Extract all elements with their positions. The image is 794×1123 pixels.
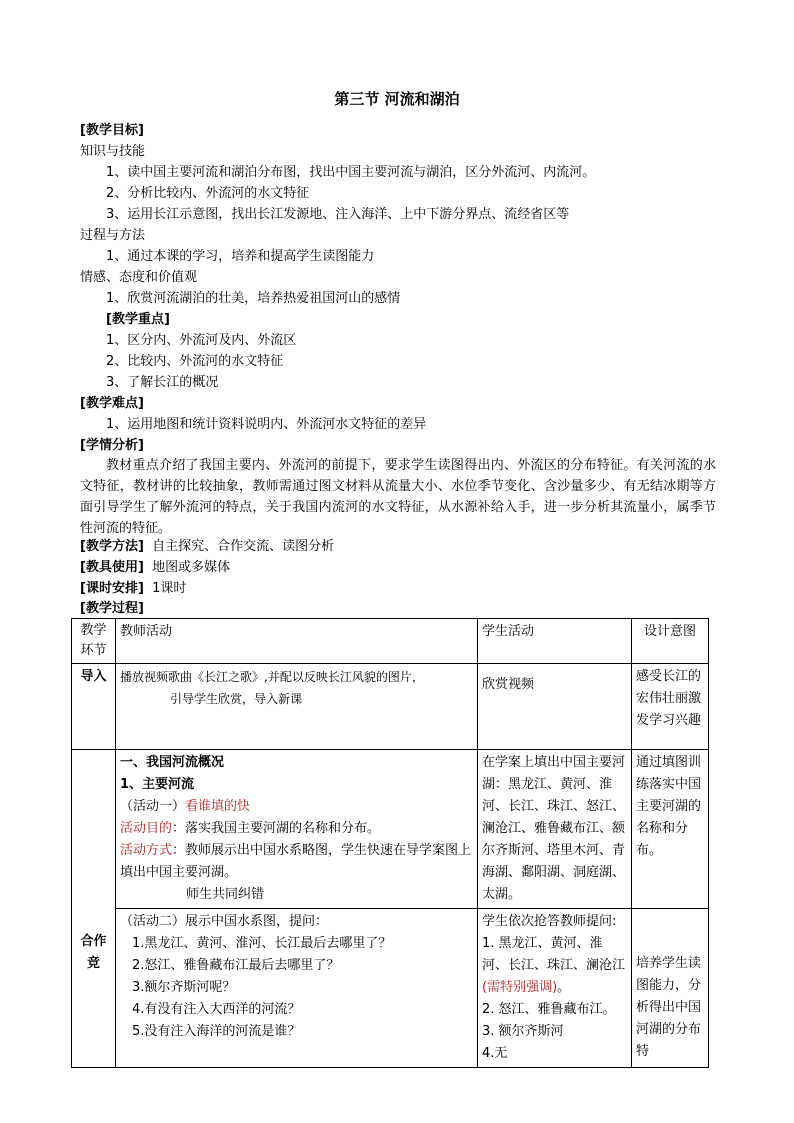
activity-one-title bbox=[120, 796, 473, 818]
activity-two-intent: 培养学生读图能力，分析得出中国河湖的分布特 bbox=[632, 909, 709, 1068]
student-answer-4: 4.无 bbox=[482, 1046, 508, 1061]
header-stage: 教学环节 bbox=[72, 619, 116, 664]
page-title: 第三节 河流和湖泊 bbox=[334, 90, 460, 108]
student-answer-3: 3. 额尔齐斯河 bbox=[482, 1024, 564, 1039]
river-overview-heading: 一、我国河流概况 bbox=[120, 755, 225, 770]
process-item: 1、通过本课的学习，培养和提高学生读图能力 bbox=[106, 249, 375, 264]
activity-one-label: （活动一） bbox=[120, 799, 186, 814]
key-point-item: 3、了解长江的概况 bbox=[106, 375, 219, 390]
table-header-row bbox=[72, 619, 709, 664]
table-row-activity-one bbox=[72, 750, 709, 909]
question-item: 2.怒江、雅鲁藏布江最后去哪里了？ bbox=[132, 958, 340, 973]
question-item: 3.额尔齐斯河呢？ bbox=[132, 980, 236, 995]
key-point-item: 1、区分内、外流河及内、外流区 bbox=[106, 333, 297, 348]
goals-heading: [教学目标] bbox=[80, 123, 144, 138]
hours-row bbox=[80, 580, 186, 598]
activity-two-teacher bbox=[116, 909, 478, 1068]
teaching-process-table bbox=[71, 618, 709, 1068]
difficulties-heading: [教学难点] bbox=[80, 396, 144, 411]
main-rivers-subheading: 1、主要河流 bbox=[120, 777, 195, 792]
intro-teacher bbox=[116, 664, 478, 750]
correct-text: 师生共同纠错 bbox=[186, 887, 265, 902]
key-point-item: 2、比较内、外流河的水文特征 bbox=[106, 354, 284, 369]
method-heading: [教学方法] bbox=[80, 539, 144, 554]
tools-value: 地图或多媒体 bbox=[152, 560, 231, 575]
key-points-heading: [教学重点] bbox=[106, 312, 170, 327]
intro-teacher-line: 播放视频歌曲《长江之歌》,并配以反映长江风貌的图片， bbox=[120, 670, 424, 684]
knowledge-item: 1、读中国主要河流和湖泊分布图，找出中国主要河流与湖泊，区分外流河、内流河。 bbox=[106, 165, 596, 180]
question-item: 1.黑龙江、黄河、淮河、长江最后去哪里了？ bbox=[132, 936, 392, 951]
header-teacher: 教师活动 bbox=[116, 619, 478, 664]
analysis-paragraph: 教材重点介绍了我国主要内、外流河的前提下，要求学生读图得出内、外流区的分布特征。有关河流的水文特征，教材讲的比较抽象，教师需通过图文材料从流量大小、水位季节变化、含沙量多少、有无结冰期等方面引导学生了解外流河的特点，关于我国内流河的水文特征，从水源补给入手，进一步分析其流量小，属季节性河流的特征。 bbox=[80, 458, 716, 536]
method-row bbox=[80, 538, 334, 556]
question-item: 5.没有注入海洋的河流是谁？ bbox=[132, 1024, 301, 1039]
intro-intent: 感受长江的宏伟壮丽激发学习兴趣 bbox=[632, 664, 709, 750]
knowledge-item: 2、分析比较内、外流河的水文特征 bbox=[106, 186, 310, 201]
knowledge-label: 知识与技能 bbox=[80, 144, 146, 159]
emotion-label: 情感、态度和价值观 bbox=[80, 270, 198, 285]
intro-stage: 导入 bbox=[72, 664, 116, 750]
activity-one-mode bbox=[120, 840, 473, 884]
activity-two-student bbox=[478, 909, 632, 1068]
intro-student: 欣赏视频 bbox=[478, 664, 632, 750]
mode-text: ：教师展示出中国水系略图，学生快速在导学案图上填出中国主要河湖。 bbox=[120, 843, 472, 880]
activity-one-student: 在学案上填出中国主要河湖：黑龙江、黄河、淮河、长江、珠江、怒江、澜沧江、雅鲁藏布江、额尔齐斯河、塔里木河、青海湖、鄱阳湖、洞庭湖、太湖。 bbox=[478, 750, 632, 909]
answer-1-note: (需特别强调) bbox=[482, 980, 558, 995]
process-heading: [教学过程] bbox=[80, 601, 144, 616]
activity-two-intro: （活动二）展示中国水系图，提问： bbox=[120, 914, 329, 929]
section-stage: 合作竞 bbox=[72, 750, 116, 1068]
table-row-intro bbox=[72, 664, 709, 750]
student-answer-1 bbox=[482, 933, 627, 999]
knowledge-item: 3、运用长江示意图，找出长江发源地、注入海洋、上中下游分界点、流经省区等 bbox=[106, 207, 570, 222]
table-row-activity-two bbox=[72, 909, 709, 1068]
answer-1-end: 。 bbox=[557, 980, 571, 995]
question-item: 4.有没有注入大西洋的河流？ bbox=[132, 1002, 301, 1017]
tools-heading: [教具使用] bbox=[80, 560, 144, 575]
activity-one-intent: 通过填图训练落实中国主要河湖的名称和分布。 bbox=[632, 750, 709, 909]
difficulty-item: 1、运用地图和统计资料说明内、外流河水文特征的差异 bbox=[106, 417, 427, 432]
header-intent: 设计意图 bbox=[632, 619, 709, 664]
activity-one-name: 看谁填的快 bbox=[185, 799, 251, 814]
student-answer-intro: 学生依次抢答教师提问: bbox=[482, 914, 617, 929]
hours-heading: [课时安排] bbox=[80, 581, 144, 596]
answer-1-text: 1. 黑龙江、黄河、淮河、长江、珠江、澜沧江 bbox=[482, 936, 626, 973]
purpose-text: ：落实我国主要河湖的名称和分布。 bbox=[172, 821, 381, 836]
activity-one-teacher bbox=[116, 750, 478, 909]
hours-value: 1课时 bbox=[152, 581, 187, 596]
header-student: 学生活动 bbox=[478, 619, 632, 664]
student-answer-2: 2. 怒江、雅鲁藏布江。 bbox=[482, 1002, 616, 1017]
mode-label: 活动方式 bbox=[120, 843, 173, 858]
intro-teacher-line: 引导学生欣赏，导入新课 bbox=[170, 692, 303, 706]
method-value: 自主探究、合作交流、读图分析 bbox=[152, 539, 335, 554]
purpose-label: 活动目的 bbox=[120, 821, 173, 836]
process-label: 过程与方法 bbox=[80, 228, 146, 243]
tools-row bbox=[80, 559, 230, 577]
emotion-item: 1、欣赏河流湖泊的壮美，培养热爱祖国河山的感情 bbox=[106, 291, 401, 306]
analysis-heading: [学情分析] bbox=[80, 438, 144, 453]
activity-one-purpose bbox=[120, 818, 473, 840]
